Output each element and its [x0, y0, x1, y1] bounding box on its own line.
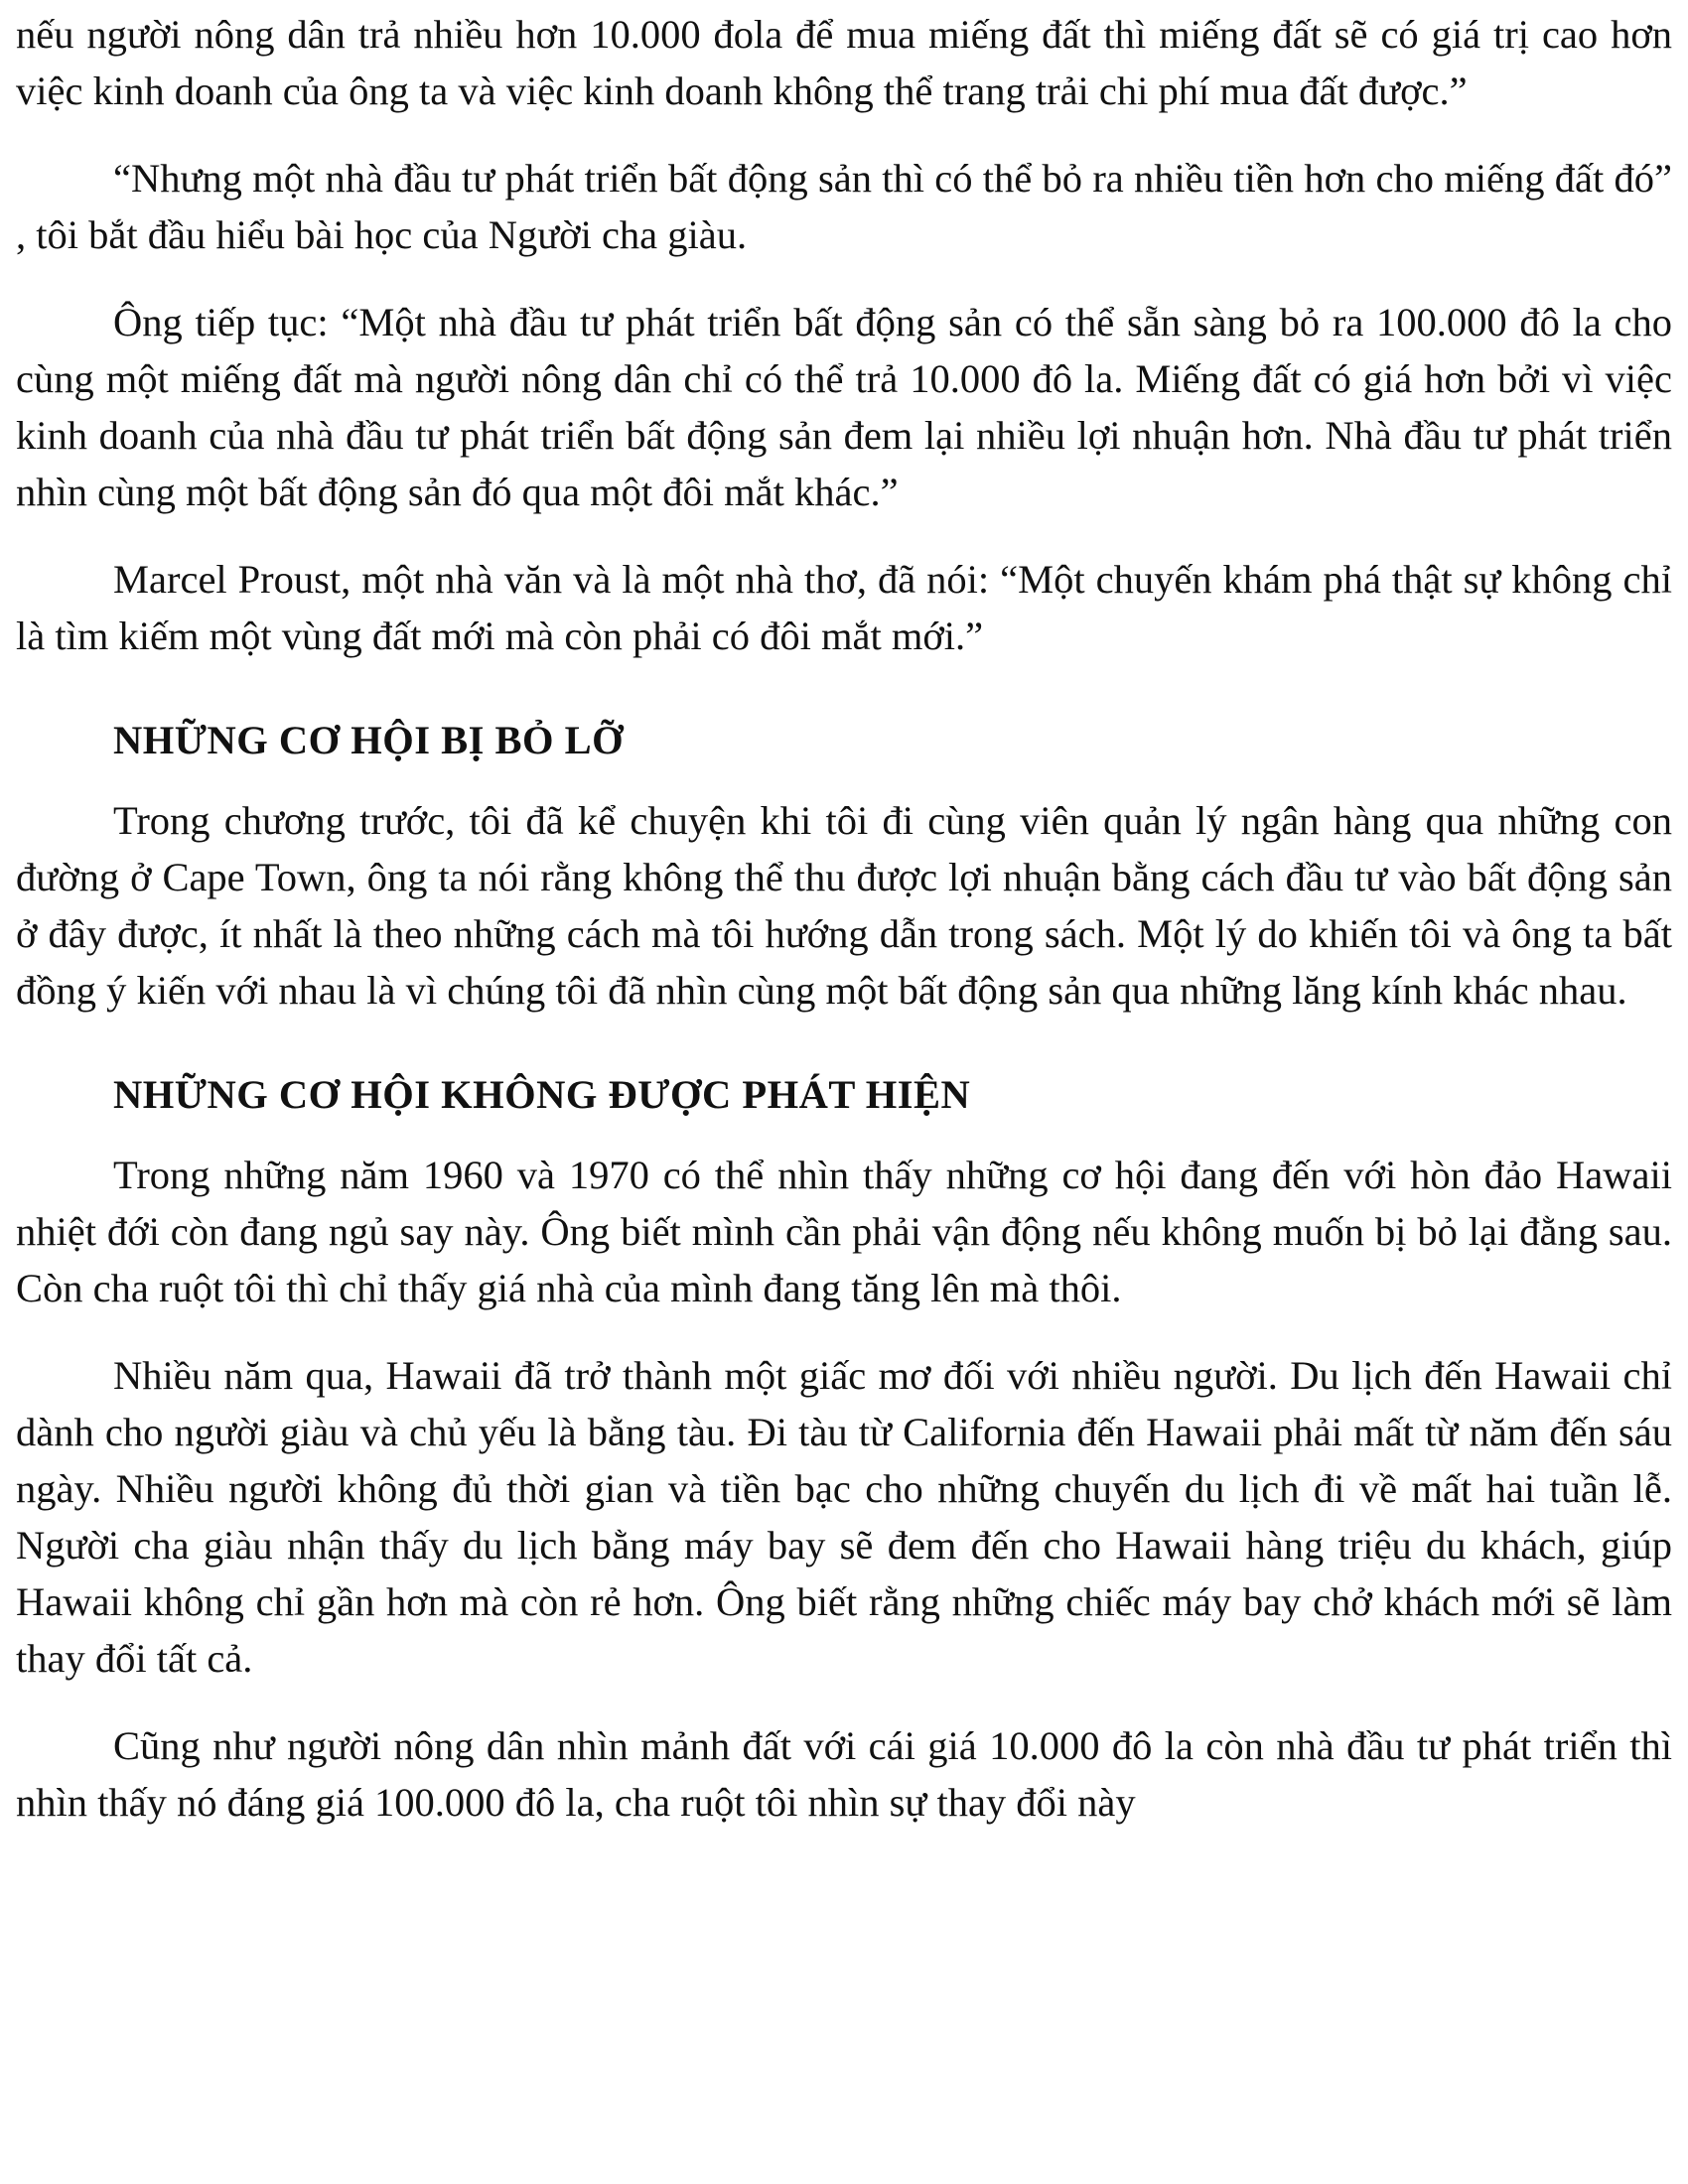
paragraph-intro-2: “Nhưng một nhà đầu tư phát triển bất động sản thì có thể bỏ ra nhiều tiền hơn cho miếng đất đó” , tôi bắt đầu hiểu bài học của Người cha giàu.	[16, 156, 1672, 257]
paragraph-undiscovered-1: Trong những năm 1960 và 1970 có thể nhìn thấy những cơ hội đang đến với hòn đảo Hawaii nhiệt đới còn đang ngủ say này. Ông biết mình cần phải vận động nếu không muốn bị bỏ lại đằng sau. Còn cha ruột tôi thì chỉ thấy giá nhà của mình đang tăng lên mà thôi.	[16, 1153, 1672, 1310]
paragraph-intro-3: Ông tiếp tục: “Một nhà đầu tư phát triển bất động sản có thể sẵn sàng bỏ ra 100.000 đô la cho cùng một miếng đất mà người nông dân chỉ có thể trả 10.000 đô la. Miếng đất có giá hơn bởi vì việc kinh doanh của nhà đầu tư phát triển bất động sản đem lại nhiều lợi nhuận hơn. Nhà đầu tư phát triển nhìn cùng một bất động sản đó qua một đôi mắt khác.”	[16, 300, 1672, 514]
document-page	[16, 6, 1672, 1861]
paragraph-undiscovered-3: Cũng như người nông dân nhìn mảnh đất với cái giá 10.000 đô la còn nhà đầu tư phát triển thì nhìn thấy nó đáng giá 100.000 đô la, cha ruột tôi nhìn sự thay đổi này	[16, 1723, 1672, 1825]
paragraph-intro-1: nếu người nông dân trả nhiều hơn 10.000 đola để mua miếng đất thì miếng đất sẽ có giá trị cao hơn việc kinh doanh của ông ta và việc kinh doanh không thể trang trải chi phí mua đất được.”	[16, 12, 1672, 113]
paragraph-missed-1: Trong chương trước, tôi đã kể chuyện khi tôi đi cùng viên quản lý ngân hàng qua những con đường ở Cape Town, ông ta nói rằng không thể thu được lợi nhuận bằng cách đầu tư vào bất động sản ở đây được, ít nhất là theo những cách mà tôi hướng dẫn trong sách. Một lý do khiến tôi và ông ta bất đồng ý kiến với nhau là vì chúng tôi đã nhìn cùng một bất động sản qua những lăng kính khác nhau.	[16, 798, 1672, 1013]
section-heading-undiscovered-opportunities: NHỮNG CƠ HỘI KHÔNG ĐƯỢC PHÁT HIỆN	[113, 1072, 971, 1117]
section-heading-missed-opportunities: NHỮNG CƠ HỘI BỊ BỎ LỠ	[113, 718, 625, 762]
paragraph-undiscovered-2: Nhiều năm qua, Hawaii đã trở thành một giấc mơ đối với nhiều người. Du lịch đến Hawaii chỉ dành cho người giàu và chủ yếu là bằng tàu. Đi tàu từ California đến Hawaii phải mất từ năm đến sáu ngày. Nhiều người không đủ thời gian và tiền bạc cho những chuyến du lịch đi về mất hai tuần lễ. Người cha giàu nhận thấy du lịch bằng máy bay sẽ đem đến cho Hawaii hàng triệu du khách, giúp Hawaii không chỉ gần hơn mà còn rẻ hơn. Ông biết rằng những chiếc máy bay chở khách mới sẽ làm thay đổi tất cả.	[16, 1353, 1672, 1681]
paragraph-intro-4: Marcel Proust, một nhà văn và là một nhà thơ, đã nói: “Một chuyến khám phá thật sự không chỉ là tìm kiếm một vùng đất mới mà còn phải có đôi mắt mới.”	[16, 557, 1672, 658]
